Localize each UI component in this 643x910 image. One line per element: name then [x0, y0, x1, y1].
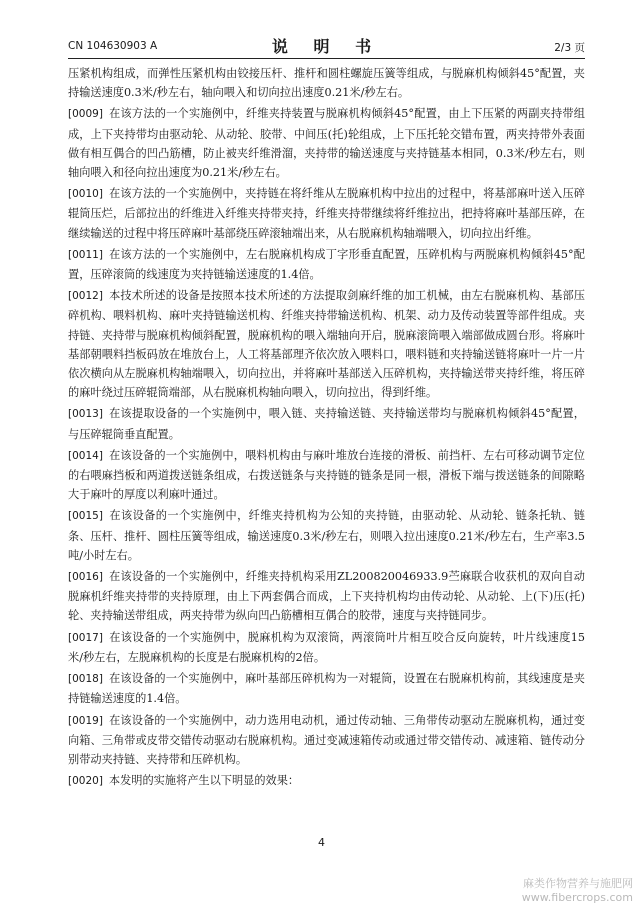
watermark-line-2: www.fibercrops.com	[521, 891, 633, 904]
paragraph	[68, 184, 585, 243]
document-id: CN 104630903 A	[68, 40, 158, 52]
paragraph	[68, 64, 585, 102]
document-title: 说 明 书	[271, 37, 382, 56]
paragraph	[68, 404, 585, 443]
paragraph-number: [0015]	[68, 510, 103, 523]
paragraph-text: 本发明的实施将产生以下明显的效果：	[108, 774, 300, 788]
paragraph	[68, 506, 585, 565]
paragraph	[68, 567, 585, 626]
paragraph	[68, 446, 585, 505]
paragraph	[68, 711, 585, 770]
paragraph-number: [0014]	[68, 449, 103, 462]
paragraph-number: [0013]	[68, 408, 103, 421]
paragraph-text: 本技术所述的设备是按照本技术所述的方法提取剑麻纤维的加工机械，由左右脱麻机构、基部压碎机构、喂料机构、麻叶夹持链输送机构、纤维夹持带输送机构、机架、动力及传动装置等部件组成。夹持链、夹持带与脱麻机构倾斜配置，脱麻机构的喂入端轴向开启，脱麻滚筒喂入端部做成圆台形。将麻叶基部朝喂料挡板码放在堆放台上，人工将基部理齐依次放入喂料口，喂料链和夹持输送链将麻叶一片一片依次横向从左脱麻机构轴端喂入，切向拉出，并将麻叶基部送入压碎机构，夹持输送带夹持纤维，将压碎的麻叶绕过压碎辊筒端部，从右脱麻机构轴向喂入，切向拉出，得到纤维。	[68, 289, 585, 400]
paragraph-number: [0011]	[68, 248, 103, 261]
paragraph-number: [0020]	[68, 775, 103, 788]
paragraph-text: 在该设备的一个实施例中，喂料机构由与麻叶堆放台连接的滑板、前挡杆、左右可移动调节定位的右喂麻挡板和两道拨送链条组成，右拨送链条与夹持链的链条是同一根，滑板下端与拨送链条的间隙略大于麻叶的厚度以利麻叶通过。	[68, 448, 585, 502]
paragraph-number: [0016]	[68, 571, 103, 584]
paragraph-text: 在该方法的一个实施例中，纤维夹持装置与脱麻机构倾斜45°配置，由上下压紧的两副夹持带组成，上下夹持带均由驱动轮、从动轮、胶带、中间压(托)轮组成，上下压托轮交错布置，两夹持带外表面做有相互偶合的凹凸筋槽，防止被夹纤维滑溜，夹持带的输送速度与夹持链基本相同，0.3米/秒左右，则轴向喂入和径向拉出速度为0.21米/秒左右。	[68, 107, 585, 180]
paragraph	[68, 669, 585, 708]
paragraph-text: 压紧机构组成，而弹性压紧机构由铰接压杆、推杆和圆柱螺旋压簧等组成，与脱麻机构倾斜45°配置，夹持输送速度0.3米/秒左右，轴向喂入和切向拉出速度0.21米/秒左右。	[68, 67, 585, 100]
paragraph-text: 在该设备的一个实施例中，麻叶基部压碎机构为一对辊筒，设置在右脱麻机构前，其线速度是夹持链输送速度的1.4倍。	[68, 672, 585, 706]
watermark	[522, 877, 633, 905]
paragraph-text: 在该设备的一个实施例中，纤维夹持机构采用ZL200820046933.9苎麻联合收获机的双向自动脱麻机纤维夹持带的夹持原理，由上下两套偶合而成，上下夹持机构均由传动轮、从动轮、上(下)压(托)轮、夹持输送带组成，两夹持带为纵向凹凸筋槽相互偶合的胶带，速度与夹持链同步。	[68, 570, 585, 623]
paragraph-text: 在该方法的一个实施例中，左右脱麻机构成丁字形垂直配置，压碎机构与两脱麻机构倾斜45°配置，压碎滚筒的线速度为夹持链输送速度的1.4倍。	[68, 247, 585, 282]
paragraph-text: 在该方法的一个实施例中，夹持链在将纤维从左脱麻机构中拉出的过程中，将基部麻叶送入压碎辊筒压烂，后部拉出的纤维进入纤维夹持带夹持，纤维夹持带继续将纤维拉出，把持将麻叶基部压碎，在继续输送的过程中将压碎麻叶基部绕压碎滚轴端出来，从右脱麻机构轴端喂入，切向拉出纤维。	[68, 187, 585, 240]
paragraph-number: [0010]	[68, 188, 103, 201]
paragraph-number: [0018]	[68, 673, 103, 686]
document-body	[68, 64, 585, 793]
paragraph	[68, 771, 585, 791]
paragraph	[68, 104, 585, 182]
paragraph	[68, 286, 585, 402]
paragraph	[68, 245, 585, 284]
paragraph-number: [0017]	[68, 631, 103, 644]
paragraph-text: 在该设备的一个实施例中，脱麻机构为双滚筒，两滚筒叶片相互咬合反向旋转，叶片线速度15米/秒左右，左脱麻机构的长度是右脱麻机构的2倍。	[68, 630, 585, 664]
paragraph-text: 在该设备的一个实施例中，动力选用电动机，通过传动轴、三角带传动驱动左脱麻机构，通过变向箱、三角带或皮带交错传动驱动右脱麻机构。通过变减速箱传动或通过带交错传动、减速箱、链传动分别带动夹持链、夹持带和压碎机构。	[68, 713, 585, 766]
page-indicator: 2/3 页	[554, 42, 585, 54]
paragraph-text: 在该提取设备的一个实施例中，喂入链、夹持输送链、夹持输送带均与脱麻机构倾斜45°配置，与压碎辊筒垂直配置。	[68, 407, 585, 441]
paragraph-number: [0012]	[68, 290, 103, 303]
paragraph-number: [0009]	[68, 108, 103, 121]
paragraph	[68, 628, 585, 667]
paragraph-text: 在该设备的一个实施例中，纤维夹持机构为公知的夹持链，由驱动轮、从动轮、链条托轨、链条、压杆、推杆、圆柱压簧等组成，输送速度0.3米/秒左右，则喂入拉出速度0.21米/秒左右，生产率3.5吨/小时左右。	[68, 509, 585, 562]
page-number: 4	[318, 836, 325, 849]
page-header	[68, 32, 585, 59]
watermark-line-1: 麻类作物营养与施肥网	[523, 877, 633, 890]
paragraph-number: [0019]	[68, 714, 103, 727]
